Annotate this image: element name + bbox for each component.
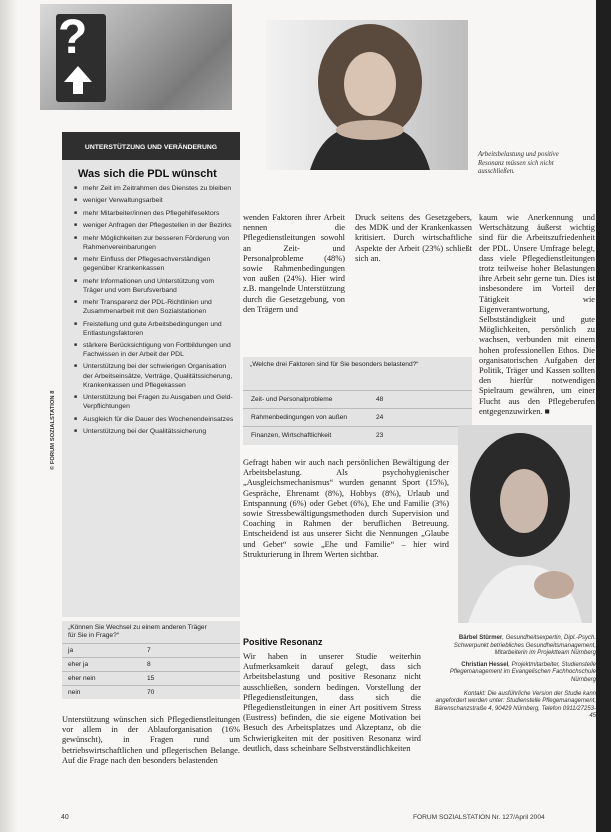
list-item: ■ Freistellung und gute Arbeitsbedingungen und Entlastungsfaktoren	[74, 320, 234, 338]
list-item: ■ mehr Mitarbeiter/innen des Pflegehilfesektors	[74, 209, 234, 218]
question-mark-icon: ?	[58, 11, 88, 64]
list-item: ■ mehr Informationen und Unterstützung vom Träger und vom Berufsverband	[74, 277, 234, 295]
list-item: ■ mehr Zeit im Zeitrahmen des Dienstes zu bleiben	[74, 184, 234, 193]
body-text-column: Druck seitens des Gesetzgebers, des MDK und der Krankenkassen kritisiert. Durch wirtschaftliche Aspekte der Arbeit (23%) schließt sich an.	[355, 213, 472, 263]
survey-question: „Können Sie Wechsel zu einem anderen Träger für Sie in Frage?“	[68, 624, 207, 640]
sidebar-box-title: Was sich die PDL wünscht	[78, 168, 217, 180]
list-item: ■ weniger Verwaltungsarbeit	[74, 196, 234, 205]
author-description: Projektmitarbeiter, Studienstelle Pflegemanagement im Evangelischen Fachhochschule Nürnberg	[449, 661, 596, 683]
row-label: eher ja	[68, 661, 89, 668]
table-row	[62, 671, 240, 685]
row-label: Zeit- und Personalprobleme	[251, 396, 333, 403]
body-text-column: wenden Faktoren ihrer Arbeit nennen die Pflegedienstleitungen sowohl an Zeit- und Personalprobleme (48%) sowie Rahmenbedingungen von außen (24%). Hier wird z.B. mangelnde Unterstützung durch die Gesetzgebung, von den Trägern und	[243, 213, 345, 314]
author-block: Bärbel Stürmer, Gesundheitsexpertin, Dipl.-Psych. Schwerpunkt betriebliches Gesundheitsmanagement, Mitarbeiterin im Projektteam Nürnberg	[453, 635, 596, 657]
list-item: ■ Unterstützung bei der Qualitätssicherung	[74, 427, 234, 436]
magazine-footer: FORUM SOZIALSTATION Nr. 127/April 2004	[413, 814, 545, 821]
body-text-paragraph: Unterstützung wünschen sich Pflegedienstleitungen vor allem in der Ablauforganisation (16% gewünscht), in Fragen rund um betriebswirtschaftlichen und pflegerischen Belange. Auf die Frage nach den besonders belastenden	[62, 715, 240, 765]
author-name: Bärbel Stürmer	[458, 635, 503, 641]
wish-list	[74, 184, 234, 439]
list-item: ■ mehr Einfluss der Pflegesachverständigen gegenüber Krankenkassen	[74, 255, 234, 273]
author-name: Christian Hessel	[461, 661, 509, 668]
vertical-copyright-label: © FORUM SOZIALSTATION 8	[50, 390, 56, 470]
survey-question: „Welche drei Faktoren sind für Sie besonders belastend?“	[250, 361, 419, 368]
row-value: 23	[376, 432, 384, 439]
table-row	[243, 426, 472, 444]
row-label: Rahmenbedingungen von außen	[251, 414, 348, 421]
row-label: nein	[68, 689, 81, 696]
list-item: ■ stärkere Berücksichtigung von Fortbildungen und Fachwissen in der Arbeit der PDL	[74, 341, 234, 359]
body-text-paragraph: Gefragt haben wir auch nach persönlichen Bewältigung der Arbeitsbelastung. Als psychohygienischer „Ausgleichsmechanismus“ wurden genannt Sport (15%), Gespräche, Ehrenamt (8%), Hobbys (8%), Urlaub und Entspannung (6%) oder Gebet (6%), Ehe und Familie (3%) sowie Stressbewältigungsmethoden durch Supervision und Coaching in Rahmen der beruflichen Betreuung. Entscheidend ist aus unserer Sicht die Nennungen „Glaube und Gebet“ sowie „Ehe und Familie“ – hier wird Strukturierung in Ihrem Werten sichtbar.	[243, 458, 449, 559]
portrait-photo-woman	[266, 20, 468, 170]
section-heading: Positive Resonanz	[243, 637, 323, 647]
row-label: Finanzen, Wirtschaftlichkeit	[251, 432, 332, 439]
body-text-column: kaum wie Anerkennung und Wertschätzung äußerst wichtig sind für die Arbeitszufriedenheit der PDL. Unsere Umfrage belegt, dass viele Pflegedienstleitungen trotz teilweise hoher Belastungen ihre Arbeit sehr gerne tun. Dies ist insbesondere im Vorteil der Tätigkeit wie Eigenverantwortung, Selbstständigkeit und gute Möglichkeiten, persönlich zu wachsen, verbunden mit einem hohen professionellen Ethos. Die organisatorischen Aufgaben der Politik, Träger und Kassen sollten den hierfür notwendigen Spielraum gewähren, um einer Flucht aus den Pflegeberufen entgegenzuwirken. ■	[479, 213, 595, 416]
page-number: 40	[61, 814, 69, 821]
portrait-photo-author	[458, 425, 592, 623]
row-value: 70	[147, 689, 155, 696]
row-label: ja	[68, 647, 74, 654]
author-info	[432, 635, 596, 721]
list-item: ■ mehr Transparenz der PDL-Richtlinien und Zusammenarbeit mit den Sozialstationen	[74, 298, 234, 316]
list-item: ■ Unterstützung bei der schwierigen Organisation der Arbeitseinsätze, Verträge, Qualitätssicherung, Krankenkassen und Pflegekassen	[74, 362, 234, 389]
author-block: Christian Hessel, Projektmitarbeiter, Studienstelle Pflegemanagement im Evangelischen Fachhochschule Nürnberg	[449, 661, 596, 683]
row-value: 24	[376, 414, 384, 421]
table-row	[62, 685, 240, 699]
page-edge	[596, 0, 611, 832]
list-item: ■ Unterstützung bei Fragen zu Ausgaben und Geld-Verpflichtungen	[74, 393, 234, 411]
page-binding-shadow	[0, 0, 18, 832]
row-value: 48	[376, 396, 384, 403]
table-row	[243, 390, 472, 408]
row-value: 7	[147, 647, 151, 654]
row-value: 15	[147, 675, 155, 682]
list-item: ■ Ausgleich für die Dauer des Wochenendeinsatzes	[74, 415, 234, 424]
sidebar-box-header-text: UNTERSTÜTZUNG UND VERÄNDERUNG	[84, 144, 218, 151]
list-item: ■ weniger Anfragen der Pflegestellen in der Bezirks	[74, 221, 234, 230]
list-item: ■ mehr Möglichkeiten zur besseren Förderung von Rahmenvereinbarungen	[74, 234, 234, 252]
row-label: eher nein	[68, 675, 96, 682]
author-description: Gesundheitsexpertin, Dipl.-Psych. Schwerpunkt betriebliches Gesundheitsmanagement, Mitarbeiterin im Projektteam Nürnberg	[453, 635, 596, 657]
table-row	[62, 657, 240, 671]
table-row	[62, 643, 240, 657]
contact-info: Kontakt: Die ausführliche Version der Studie kann angefordert werden unter: Studienstelle Pflegemanagement, Bärenschanzstraße 4, 90429 Nürnberg, Telefon 0911/27253-45	[434, 690, 596, 720]
body-text-paragraph: Wir haben in unserer Studie weiterhin Aufmerksamkeit darauf gelegt, dass sich Arbeitsbelastung und positive Resonanz nicht ausschließen, sondern bedingen. Vorstellung der Pflegedienstleitungen, dass sich die Pflegedienstleitungen in einer Art positivem Stress (Eustress) befinden, die sie eigene Motivation bei Besuch des Arbeitsplatzes und Akzeptanz, ob die Schwierigkeiten mit der positiven Resonanz wird deutlich, dass scheinbare Selbstverständlichkeiten	[243, 652, 421, 753]
row-value: 8	[147, 661, 151, 668]
table-row	[243, 408, 472, 426]
photo-caption: Arbeitsbelastung und positive Resonanz müssen sich nicht ausschließen.	[478, 151, 559, 176]
arrow-up-icon	[62, 64, 94, 96]
